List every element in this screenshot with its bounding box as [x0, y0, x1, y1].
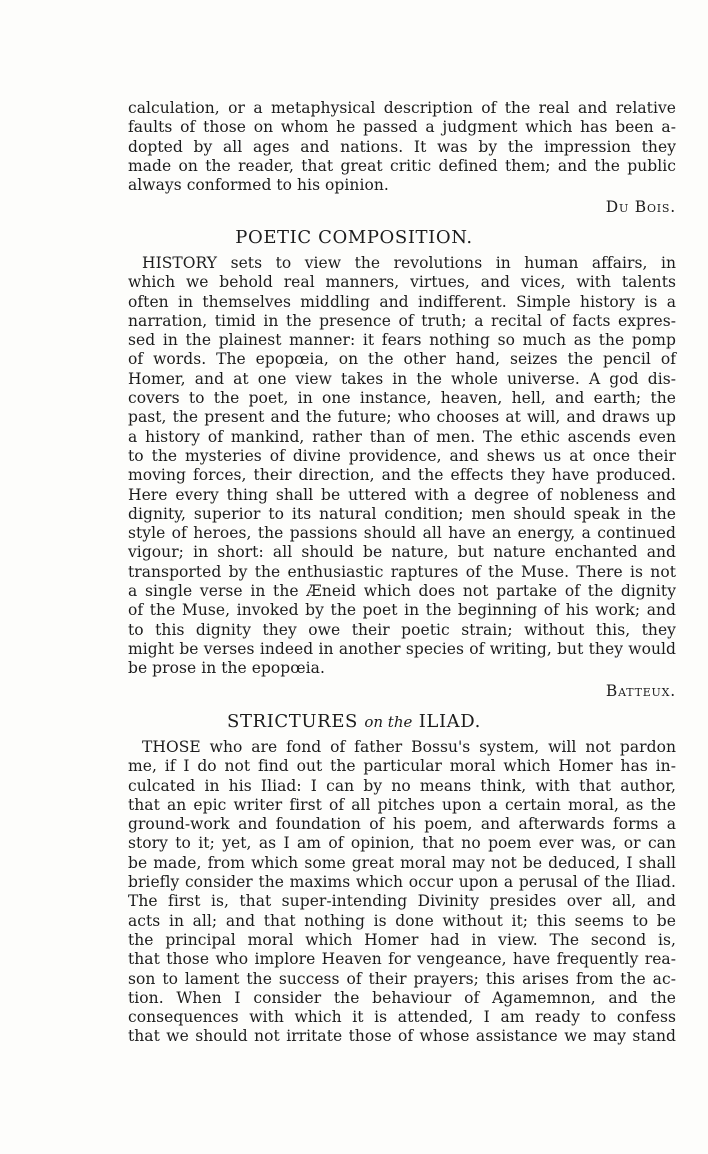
- text-line: be made, from which some great moral may not be deduced, I shall: [128, 853, 676, 872]
- text-line: me, if I do not find out the particular moral which Homer has in-: [128, 757, 676, 776]
- text-line: that we should not irritate those of whose assistance we may stand: [128, 1027, 676, 1046]
- text-line: consequences with which it is attended, I am ready to confess: [128, 1008, 676, 1027]
- text-line: briefly consider the maxims which occur upon a perusal of the Iliad.: [128, 873, 676, 892]
- text-line: story to it; yet, as I am of opinion, that no poem ever was, or can: [128, 834, 676, 853]
- text-line: made on the reader, that great critic defined them; and the public: [128, 156, 676, 175]
- text-line: The first is, that super-intending Divinity presides over all, and: [128, 892, 676, 911]
- text-line: tion. When I consider the behaviour of Agamemnon, and the: [128, 988, 676, 1007]
- text-line: to the mysteries of divine providence, and shews us at once their: [128, 446, 676, 465]
- heading-caps: STRICTURES: [227, 711, 358, 732]
- text-line: be prose in the epopœia.: [128, 659, 325, 678]
- text-line: might be verses indeed in another species of writing, but they would: [128, 639, 676, 658]
- author-signature: Batteux.: [605, 682, 676, 700]
- text-line: style of heroes, the passions should all have an energy, a continued: [128, 524, 676, 543]
- text-line: acts in all; and that nothing is done without it; this seems to be: [128, 911, 676, 930]
- text-line: Homer, and at one view takes in the whole universe. A god dis-: [128, 369, 676, 388]
- text-line: of words. The epopœia, on the other hand, seizes the pencil of: [128, 350, 676, 369]
- text-line: always conformed to his opinion.: [128, 176, 389, 195]
- text-line: a single verse in the Æneid which does not partake of the dignity: [128, 582, 676, 601]
- heading-italic: on the: [364, 713, 413, 731]
- text-line: culcated in his Iliad: I can by no means think, with that author,: [128, 776, 676, 795]
- text-line: covers to the poet, in one instance, heaven, hell, and earth; the: [128, 389, 676, 408]
- text-line: which we behold real manners, virtues, and vices, with talents: [128, 273, 676, 292]
- text-line: sed in the plainest manner: it fears nothing so much as the pomp: [128, 331, 676, 350]
- text-line: dignity, superior to its natural condition; men should speak in the: [128, 504, 676, 523]
- text-line: a history of mankind, rather than of men. The ethic ascends even: [128, 427, 676, 446]
- text-line: to this dignity they owe their poetic strain; without this, they: [128, 620, 676, 639]
- text-line: transported by the enthusiastic raptures of the Muse. There is not: [128, 562, 676, 581]
- strictures-paragraph: [128, 738, 676, 1047]
- text-line: often in themselves middling and indifferent. Simple history is a: [128, 292, 676, 311]
- text-line: vigour; in short: all should be nature, but nature enchanted and: [128, 543, 676, 562]
- text-line: ground-work and foundation of his poem, and afterwards forms a: [128, 815, 676, 834]
- text-line: Here every thing shall be uttered with a degree of nobleness and: [128, 485, 676, 504]
- text-line: THOSE who are fond of father Bossu's system, will not pardon: [142, 738, 676, 756]
- text-line: HISTORY sets to view the revolutions in human affairs, in: [142, 254, 676, 272]
- text-line: dopted by all ages and nations. It was by the impression they: [128, 137, 676, 156]
- heading-end: ILIAD.: [418, 711, 481, 732]
- top-paragraph: [128, 99, 676, 195]
- text-line: faults of those on whom he passed a judgment which has been a-: [128, 118, 676, 137]
- text-line: that those who implore Heaven for vengeance, have frequently rea-: [128, 950, 676, 969]
- text-line: narration, timid in the presence of truth; a recital of facts expres-: [128, 311, 676, 330]
- text-line: past, the present and the future; who chooses at will, and draws up: [128, 408, 676, 427]
- text-line: the principal moral which Homer had in view. The second is,: [128, 930, 676, 949]
- section-heading: POETIC COMPOSITION.: [235, 227, 473, 248]
- text-line: son to lament the success of their prayers; this arises from the ac-: [128, 969, 676, 988]
- author-signature: Du Bois.: [605, 198, 676, 216]
- text-line: calculation, or a metaphysical description of the real and relative: [128, 99, 676, 117]
- text-line: of the Muse, invoked by the poet in the beginning of his work; and: [128, 601, 676, 620]
- text-line: moving forces, their direction, and the effects they have produced.: [128, 466, 676, 485]
- poetic-composition-paragraph: [128, 254, 676, 679]
- section-heading: [0, 710, 708, 734]
- text-line: that an epic writer first of all pitches upon a certain moral, as the: [128, 795, 676, 814]
